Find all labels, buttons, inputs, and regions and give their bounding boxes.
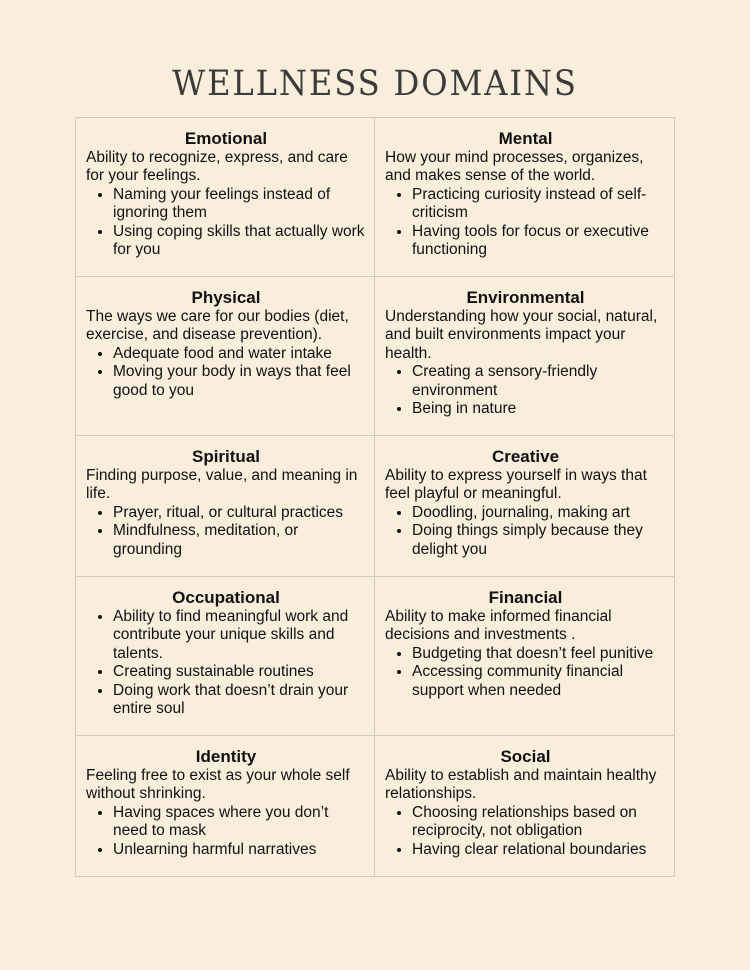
domain-bullet: • Choosing relationships based on reciprocity, not obligation	[412, 804, 666, 841]
domain-bullet: • Unlearning harmful narratives	[113, 841, 366, 860]
domain-bullet: • Mindfulness, meditation, or grounding	[113, 522, 366, 559]
domain-cell-emotional	[76, 118, 375, 277]
page-title: WELLNESS DOMAINS	[172, 64, 578, 104]
domain-heading: Financial	[488, 588, 563, 607]
domain-cell-identity	[76, 736, 375, 876]
domain-bullet: • Being in nature	[412, 400, 666, 419]
domain-bullet-list	[385, 363, 666, 419]
domain-bullet: • Prayer, ritual, or cultural practices	[113, 504, 366, 523]
domain-bullet-list	[385, 186, 666, 260]
domain-bullet-list	[86, 804, 366, 860]
domain-description: Finding purpose, value, and meaning in life.	[86, 466, 358, 502]
domain-description: How your mind processes, organizes, and makes sense of the world.	[385, 148, 644, 184]
domain-description: Ability to recognize, express, and care for your feelings.	[86, 148, 348, 184]
domain-heading: Physical	[191, 288, 261, 307]
domain-description: Ability to establish and maintain healthy relationships.	[385, 766, 657, 802]
domain-bullet-list	[86, 608, 366, 719]
domain-bullet: • Ability to find meaningful work and contribute your unique skills and talents.	[113, 608, 366, 664]
domain-heading: Environmental	[466, 288, 585, 307]
domain-cell-social	[375, 736, 674, 876]
domain-bullet: • Practicing curiosity instead of self-criticism	[412, 186, 666, 223]
domains-grid	[75, 117, 675, 877]
domain-heading: Mental	[498, 129, 553, 148]
domain-heading: Social	[500, 747, 551, 766]
domain-heading: Identity	[195, 747, 257, 766]
domain-bullet: • Budgeting that doesn’t feel punitive	[412, 645, 666, 664]
domain-bullet-list	[385, 504, 666, 560]
domain-bullet: • Creating a sensory-friendly environment	[412, 363, 666, 400]
domain-bullet-list	[86, 504, 366, 560]
domain-bullet-list	[385, 804, 666, 860]
domain-bullet: • Doing work that doesn’t drain your entire soul	[113, 682, 366, 719]
domain-bullet: • Having clear relational boundaries	[412, 841, 666, 860]
domain-cell-occupational	[76, 577, 375, 736]
domain-bullet: • Creating sustainable routines	[113, 663, 366, 682]
domain-description: The ways we care for our bodies (diet, exercise, and disease prevention).	[86, 307, 349, 343]
domain-description: Ability to express yourself in ways that feel playful or meaningful.	[385, 466, 647, 502]
domain-cell-mental	[375, 118, 674, 277]
domain-bullet: • Having tools for focus or executive functioning	[412, 223, 666, 260]
domain-bullet: • Accessing community financial support when needed	[412, 663, 666, 700]
domain-bullet-list	[86, 186, 366, 260]
domain-bullet: • Doing things simply because they delight you	[412, 522, 666, 559]
domain-bullet-list	[86, 345, 366, 401]
domain-heading: Emotional	[184, 129, 268, 148]
domain-description: Ability to make informed financial decisions and investments .	[385, 607, 612, 643]
domain-bullet: • Moving your body in ways that feel good to you	[113, 363, 366, 400]
domain-cell-financial	[375, 577, 674, 736]
domain-cell-physical	[76, 277, 375, 436]
domain-bullet: • Adequate food and water intake	[113, 345, 366, 364]
domain-cell-environmental	[375, 277, 674, 436]
domain-bullet: • Naming your feelings instead of ignoring them	[113, 186, 366, 223]
domain-bullet-list	[385, 645, 666, 701]
domain-description: Understanding how your social, natural, and built environments impact your health.	[385, 307, 658, 362]
domain-description: Feeling free to exist as your whole self without shrinking.	[86, 766, 350, 802]
domain-heading: Occupational	[172, 588, 280, 607]
domain-bullet: • Doodling, journaling, making art	[412, 504, 666, 523]
domain-bullet: • Using coping skills that actually work for you	[113, 223, 366, 260]
domain-heading: Creative	[491, 447, 560, 466]
domain-bullet: • Having spaces where you don’t need to mask	[113, 804, 366, 841]
domain-cell-spiritual	[76, 436, 375, 577]
domain-cell-creative	[375, 436, 674, 577]
domain-heading: Spiritual	[191, 447, 260, 466]
